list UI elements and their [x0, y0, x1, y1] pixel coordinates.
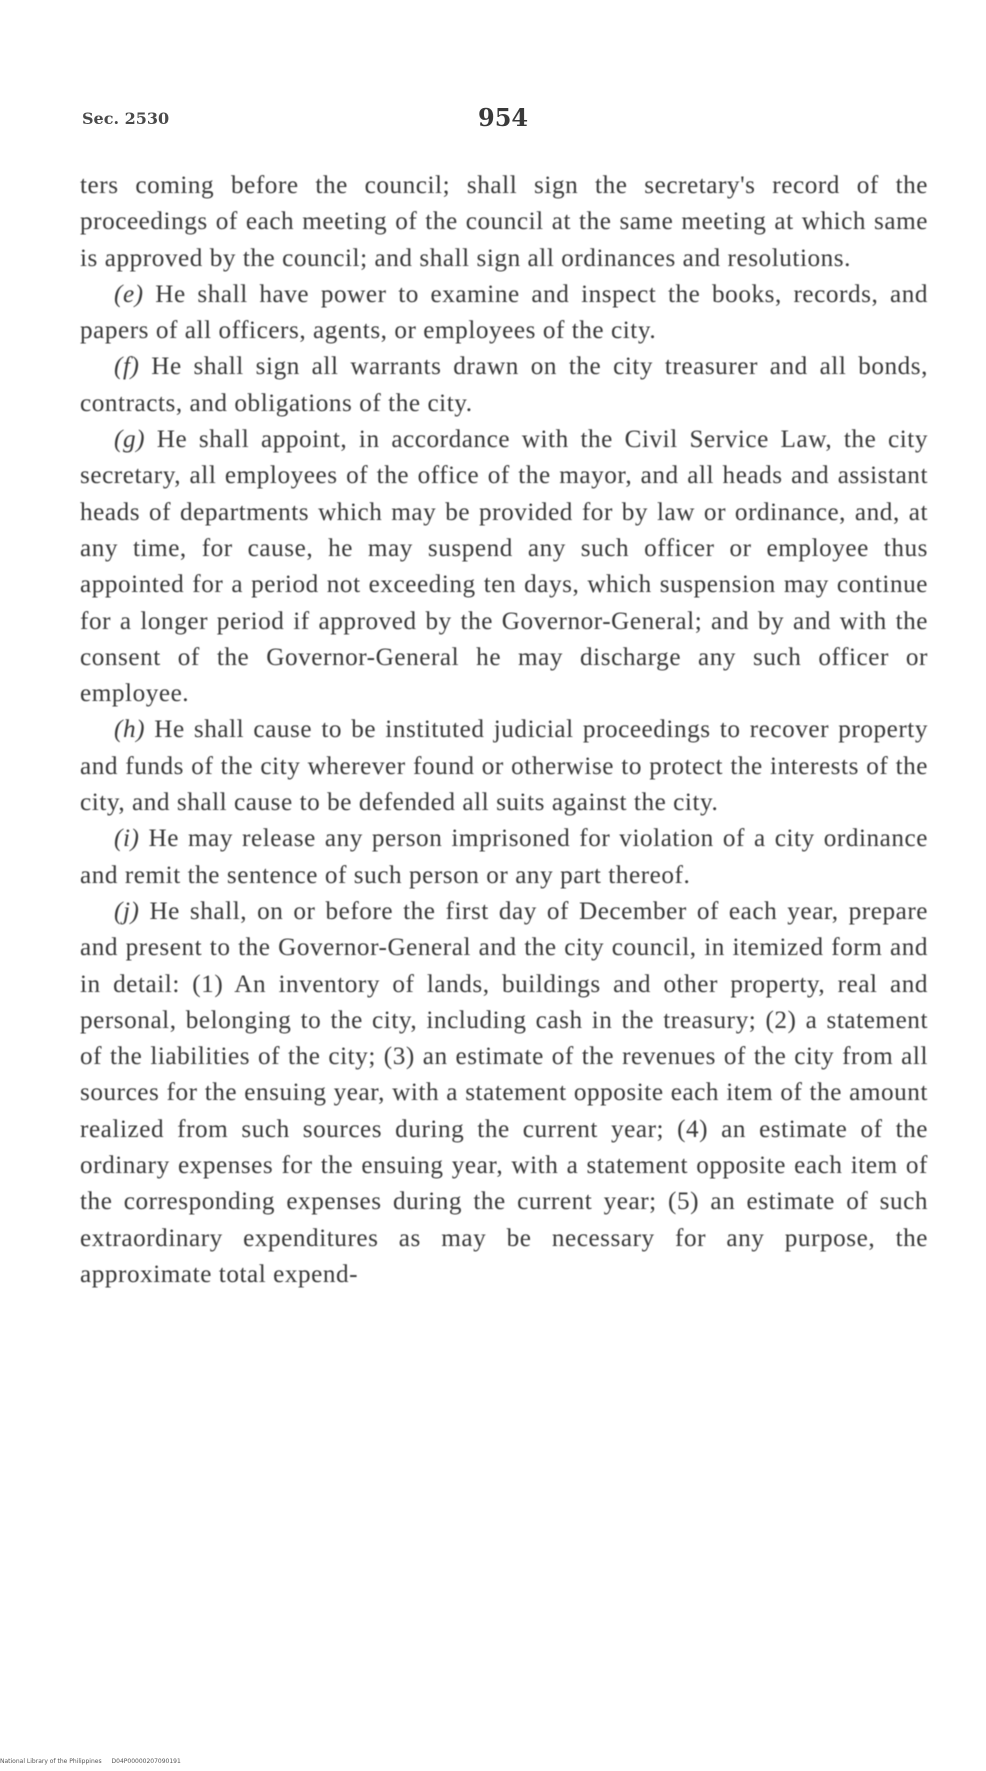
library-credit: National Library of the Philippines — [0, 1758, 102, 1765]
page-number: 954 — [478, 103, 529, 132]
scan-footer — [0, 1758, 189, 1765]
paragraph-f: (f) He shall sign all warrants drawn on the city treasurer and all bonds, contracts, and obligations of the city. — [80, 353, 928, 417]
paragraph-continuation: ters coming before the council; shall sign the secretary's record of the proceedings of each meeting of the council at the same meeting at which same is approved by the council; and shall sign all ordinances and resolutions. — [80, 172, 928, 272]
paragraph-e: (e) He shall have power to examine and inspect the books, records, and papers of all officers, agents, or employees of the city. — [80, 280, 928, 345]
paragraph-j: (j) He shall, on or before the first day of December of each year, prepare and present to the Governor-General and the city council, in itemized form and in detail: (1) An inventory of lands, buildings and other property, real and personal, belonging to the city, including cash in the treasury; (2) a statement of the liabilities of the city; (3) an estimate of the revenues of the city from all sources for the ensuing year, with a statement opposite each item of the amount realized from such sources during the current year; (4) an estimate of the ordinary expenses for the ensuing year, with a statement opposite each item of the corresponding expenses during the current year; (5) an estimate of such extraordinary expenditures as may be necessary for any purpose, the approximate total expend- — [80, 897, 928, 1288]
paragraph-h: (h) He shall cause to be instituted judicial proceedings to recover property and funds of the city wherever found or otherwise to protect the interests of the city, and shall cause to be defended all suits against the city. — [80, 716, 928, 817]
body-text — [80, 168, 928, 1293]
paragraph-marker: (f) — [114, 353, 140, 381]
page-header — [82, 103, 926, 137]
paragraph-g: (g) He shall appoint, in accordance with the Civil Service Law, the city secretary, all employees of the office of the mayor, and all heads and assistant heads of departments which may be provided for by law or ordinance, and, at any time, for cause, he may suspend any such officer or employee thus appointed for a period not exceeding ten days, which suspension may continue for a longer period if approved by the Governor-General; and by and with the consent of the Governor-General he may discharge any such officer or employee. — [80, 426, 928, 708]
section-label: Sec. 2530 — [82, 109, 170, 128]
paragraph-marker: (g) — [114, 426, 146, 454]
paragraph-marker: (i) — [114, 825, 140, 853]
paragraph-marker: (j) — [114, 897, 140, 925]
paragraph-marker: (e) — [114, 280, 144, 308]
item-id: D04P00000207090191 — [111, 1758, 181, 1765]
paragraph-i: (i) He may release any person imprisoned for violation of a city ordinance and remit the sentence of such person or any part thereof. — [80, 825, 928, 889]
paragraph-marker: (h) — [114, 716, 146, 744]
